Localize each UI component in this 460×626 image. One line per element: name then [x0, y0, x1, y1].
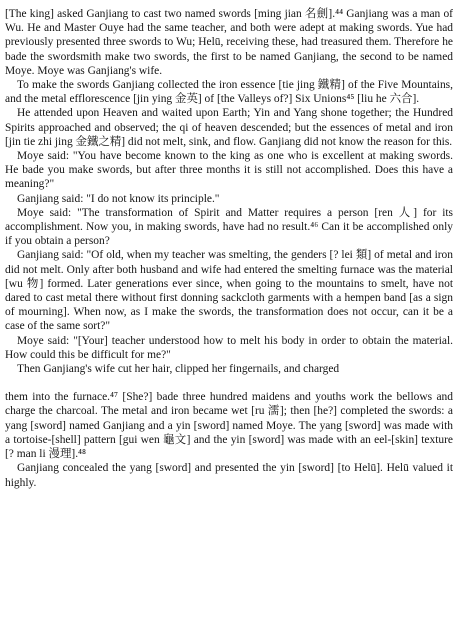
page-gap: [5, 376, 453, 390]
paragraph-11: Ganjiang concealed the yang [sword] and presented the yin [sword] [to Helū]. Helū valued it highly.: [5, 462, 453, 489]
paragraph-1: [The king] asked Ganjiang to cast two named swords [ming jian 名劍].⁴⁴ Ganjiang was a man of Wu. He and Master Ouye had the same teacher, and both were adept at making swords. Yue had previously presented three swords to Wu; Helū, receiving these, had treasured them. Therefore he bade the swordsmith make two swords, the first to be named Ganjiang, the second to be named Moye. Moye was Ganjiang's wife.: [5, 8, 453, 77]
paragraph-5: Ganjiang said: "I do not know its principle.": [17, 192, 220, 205]
paragraph-10: them into the furnace.⁴⁷ [She?] bade three hundred maidens and youths work the bellows and charge the charcoal. The metal and iron became wet [ru 濡]; then [he?] completed the swords: a yang [sword] named Ganjiang and a yin [sword] named Moye. The yang [sword] was made with a tortoise-[shell] pattern [gui wen 龜文] and the yin [sword] was made with an eel-[skin] texture [? man li 漫理].⁴⁸: [5, 391, 453, 461]
paragraph-4: Moye said: "You have become known to the king as one who is excellent at making swords. He bade you make swords, but after three months it is still not accomplished. Does this have a meaning?": [5, 150, 453, 191]
paragraph-7: Ganjiang said: "Of old, when my teacher was smelting, the genders [? lei 類] of metal and iron did not melt. Only after both husband and wife had entered the smelting furnace was the material [wu 物] formed. Later generations ever since, when going to the mountains to smelt, have not dared to cast metal there without first donning sackcloth garments with a hempen band [as a sign of mourning]. When now, as I make the swords, the transformation does not occur, can it be a case of the same sort?": [5, 249, 453, 333]
paragraph-8: Moye said: "[Your] teacher understood how to melt his body in order to obtain the material. How could this be difficult for me?": [5, 334, 453, 361]
paragraph-6: Moye said: "The transformation of Spirit and Matter requires a person [ren 人] for its accomplishment. Now you, in making swords, have had no result.⁴⁶ Can it be accomplished only if you obtain a person?: [5, 206, 453, 248]
paragraph-2: To make the swords Ganjiang collected the iron essence [tie jing 鐵精] of the Five Mountains, and the metal efflorescence [jin ying 金英] of [the Valleys of?] Six Unions⁴⁵ [liu he 六合].: [5, 79, 453, 106]
paragraph-3: He attended upon Heaven and waited upon Earth; Yin and Yang shone together; the Hundred Spirits approached and observed; the qi of heaven descended; but the essences of metal and iron [jin tie zhi jing 金鐵之精] did not melt, sink, and flow. Ganjiang did not know the reason for this.: [5, 107, 453, 148]
paragraph-9: Then Ganjiang's wife cut her hair, clipped her fingernails, and charged: [17, 363, 340, 376]
